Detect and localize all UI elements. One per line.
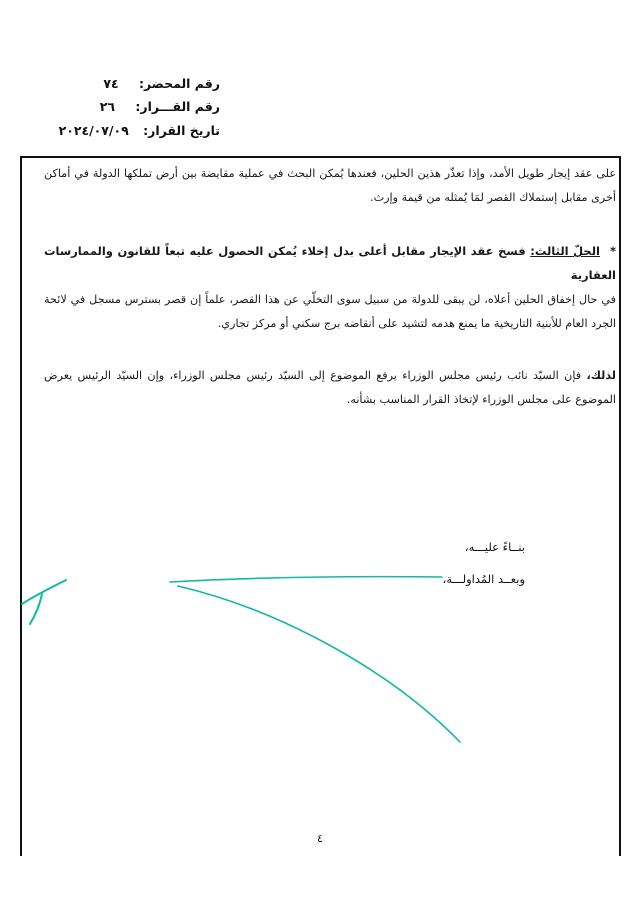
minutes-number-label: رقم المحضر: xyxy=(139,76,220,91)
decision-date-value: ٢٠٢٤/٠٧/٠٩ xyxy=(58,123,129,138)
minutes-number-row xyxy=(103,74,220,94)
frame-top-border xyxy=(20,156,621,158)
ink-line-horizontal xyxy=(170,577,442,582)
page-number: ٤ xyxy=(317,832,323,845)
third-solution-label: الحلّ الثالث: xyxy=(530,244,600,258)
third-solution-heading xyxy=(44,239,616,287)
decision-date-row xyxy=(59,121,220,141)
frame-left-border xyxy=(20,156,22,856)
conclusion-text: فإن السيّد نائب رئيس مجلس الوزراء يرفع الموضوع إلى السيّد رئيس مجلس الوزراء، وإن السيّد الرئيس يعرض الموضوع على مجلس الوزراء لإتخاذ القرار المناسب بشأنه. xyxy=(44,369,616,406)
ink-curve xyxy=(178,586,460,742)
signature-scribble xyxy=(22,580,66,624)
minutes-number-value: ٧٤ xyxy=(103,76,119,91)
decision-date-label: تاريخ القرار: xyxy=(143,123,220,138)
frame-right-border xyxy=(619,156,621,856)
paragraph-continuation: على عقد إيجار طويل الأمد، وإذا تعذّر هذين الحلين، فعندها يُمكن البحث في عملية مقايضة بين أرض تملكها الدولة في أماكن أخرى مقابل إستملاك القصر لمَا يُمثله من قيمة وإرث. xyxy=(44,167,616,204)
paragraph-third-solution: في حال إخفاق الحلين أعلاه، لن يبقى للدولة من سبيل سوى التخلّي عن هذا القصر، علماً إن قصر بسترس مسجل في لائحة الجرد العام للأبنية التاريخية ما يمنع هدمه لتشيد على أنقاضه برج سكني أو مركز تجاري. xyxy=(44,293,616,330)
closing-line-1: بنــاءً عليـــه، xyxy=(464,540,525,554)
conclusion-lead: لذلك، xyxy=(586,369,616,382)
decision-number-value: ٢٦ xyxy=(99,99,116,114)
paragraph-conclusion xyxy=(44,364,616,412)
third-solution-text: فسخ عقد الإيجار مقابل أعلى بدل إخلاء يُمكن الحصول عليه تبعاً للقانون والممارسات العقارية xyxy=(44,244,616,282)
bullet-marker: * xyxy=(609,244,616,258)
decision-number-row xyxy=(100,97,220,117)
closing-line-2: وبعــد المُداولـــة، xyxy=(442,572,525,586)
decision-number-label: رقم القـــرار: xyxy=(135,99,220,114)
